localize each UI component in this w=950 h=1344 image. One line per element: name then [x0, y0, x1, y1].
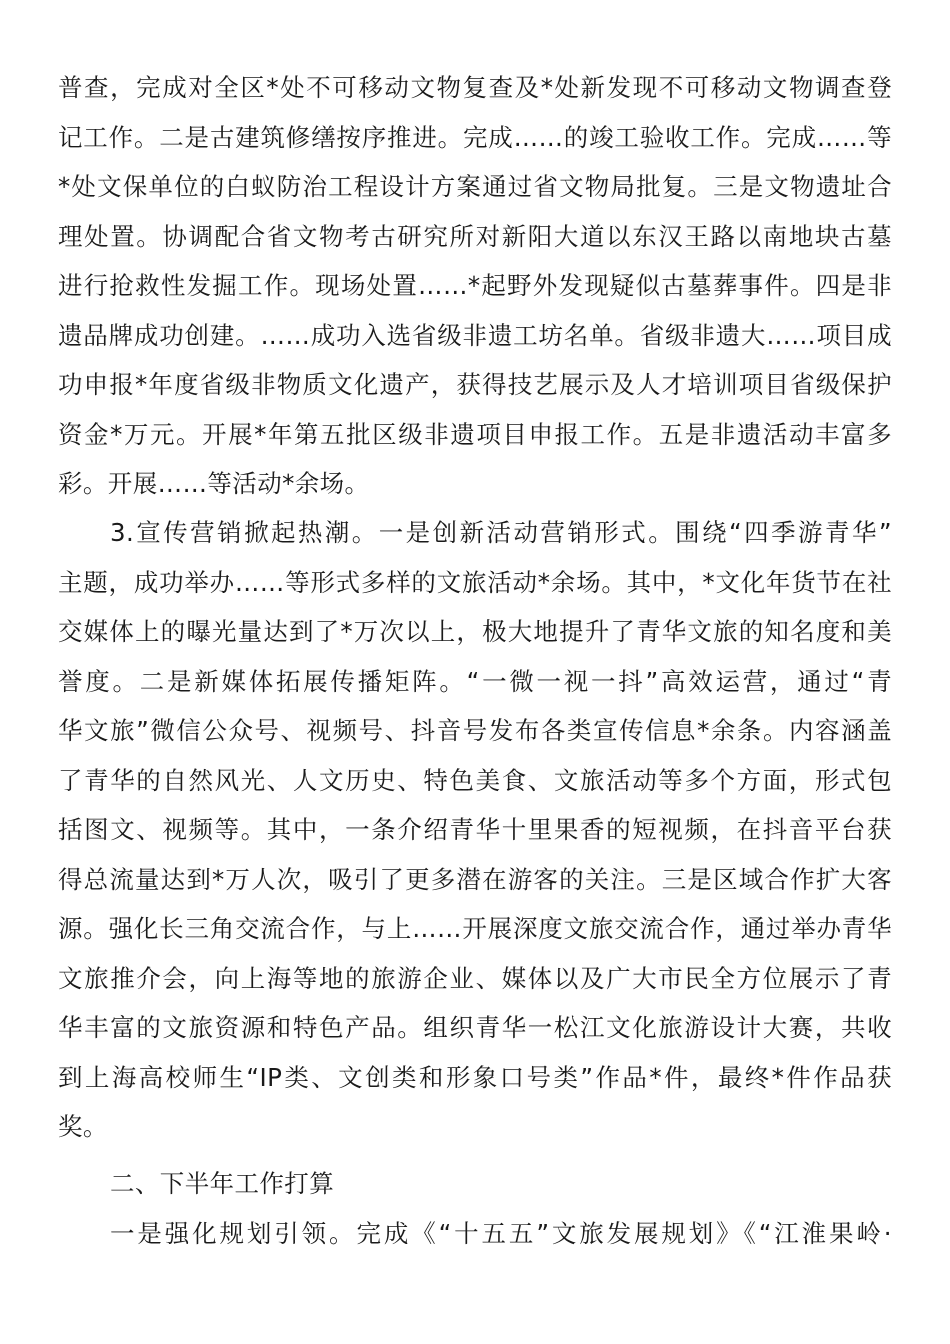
paragraph-planning: [58, 1209, 892, 1259]
text-line: 一是强化规划引领。完成《“十五五”文旅发展规划》《“江淮果岭·: [110, 1219, 892, 1248]
text-line: 功申报*年度省级非物质文化遗产，获得技艺展示及人才培训项目省级保护: [58, 370, 892, 399]
text-line: 记工作。二是古建筑修缮按序推进。完成……的竣工验收工作。完成……等: [58, 122, 892, 152]
paragraph-cultural-relics: [58, 63, 892, 509]
text-line: 源。强化长三角交流合作，与上……开展深度文旅交流合作，通过举办青华: [58, 914, 892, 943]
text-line: 进行抢救性发掘工作。现场处置……*起野外发现疑似古墓葬事件。四是非: [58, 271, 892, 300]
paragraph-publicity-marketing: [58, 508, 892, 1152]
text-line: 遗品牌成功创建。……成功入选省级非遗工坊名单。省级非遗大……项目成: [58, 320, 892, 350]
text-line: 文旅推介会，向上海等地的旅游企业、媒体以及广大市民全方位展示了青: [58, 963, 892, 993]
text-line: 到上海高校师生“IP类、文创类和形象口号类”作品*件，最终*件作品获: [58, 1062, 892, 1092]
text-line: 彩。开展……等活动*余场。: [58, 469, 370, 498]
heading-second-half-plan: 二、下半年工作打算: [110, 1169, 335, 1198]
text-line: 主题，成功举办……等形式多样的文旅活动*余场。其中，*文化年货节在社: [58, 567, 892, 597]
text-line: 奖。: [58, 1112, 108, 1141]
text-line: 3.宣传营销掀起热潮。一是创新活动营销形式。围绕“四季游青华”: [110, 518, 892, 547]
text-line: 得总流量达到*万人次，吸引了更多潜在游客的关注。三是区域合作扩大客: [58, 864, 892, 894]
text-line: 括图文、视频等。其中，一条介绍青华十里果香的短视频，在抖音平台获: [58, 815, 892, 844]
text-line: 资金*万元。开展*年第五批区级非遗项目申报工作。五是非遗活动丰富多: [58, 419, 892, 449]
text-line: 交媒体上的曝光量达到了*万次以上，极大地提升了青华文旅的知名度和美: [58, 617, 892, 646]
section-heading: [58, 1159, 892, 1209]
text-line: 华文旅”微信公众号、视频号、抖音号发布各类宣传信息*余条。内容涵盖: [58, 716, 892, 745]
text-line: 华丰富的文旅资源和特色产品。组织青华一松江文化旅游设计大赛，共收: [58, 1013, 892, 1042]
text-line: 了青华的自然风光、人文历史、特色美食、文旅活动等多个方面，形式包: [58, 765, 892, 795]
text-line: 誉度。二是新媒体拓展传播矩阵。“一微一视一抖”高效运营，通过“青: [58, 666, 892, 696]
text-line: *处文保单位的白蚁防治工程设计方案通过省文物局批复。三是文物遗址合: [58, 172, 892, 201]
text-line: 普查，完成对全区*处不可移动文物复查及*处新发现不可移动文物调查登: [58, 73, 892, 102]
text-line: 理处置。协调配合省文物考古研究所对新阳大道以东汉王路以南地块古墓: [58, 221, 892, 251]
